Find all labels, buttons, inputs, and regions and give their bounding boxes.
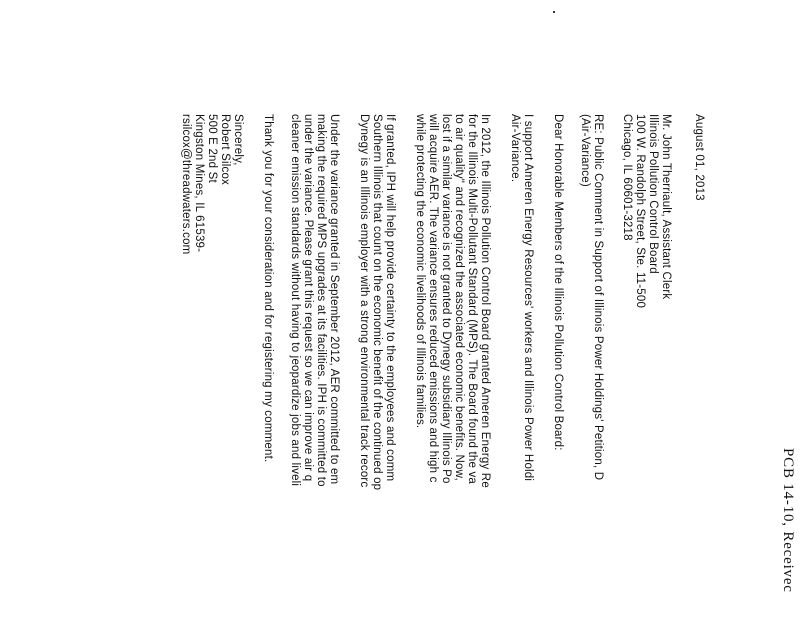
salutation: Dear Honorable Members of the Illinois Pollution Control Board: bbox=[552, 114, 564, 451]
recipient-line: 100 W. Randolph Street, Ste. 11-500 bbox=[634, 114, 646, 309]
paragraph-line: lost if a similar variance is not granted to Dynegy subsidiary Illinois Po bbox=[440, 114, 452, 484]
paragraph-line: while protecting the economic livelihoods of Illinois families. bbox=[414, 114, 426, 429]
re-line: (Air-Variance) bbox=[579, 114, 591, 187]
recipient-line: Illinois Pollution Control Board bbox=[647, 114, 659, 274]
paragraph-line: cleaner emission standards without having to jeopardize jobs and liveli bbox=[289, 114, 301, 487]
signature-line: Robert Silcox bbox=[219, 114, 231, 185]
signature-line: rsilcox@threadwaters.com bbox=[180, 114, 192, 255]
paragraph-line: making the required MPS upgrades at its facilities. IPH is committed to bbox=[315, 114, 327, 487]
recipient-line: Chicago, IL 60601-3218 bbox=[621, 114, 633, 241]
closing-line: Thank you for your consideration and for registering my comment. bbox=[262, 114, 274, 463]
signature-line: 500 E 2nd St bbox=[206, 114, 218, 183]
signature-line: Kingston Mines, IL 61539- bbox=[193, 114, 205, 253]
signoff: Sincerely, bbox=[232, 114, 244, 166]
paragraph-line: will acquire AER. The variance ensures reduced emissions and high c bbox=[427, 114, 439, 483]
letter-date: August 01, 2013 bbox=[693, 114, 705, 201]
paragraph-line: under the variance. Please grant this request so we can improve air q bbox=[302, 114, 314, 482]
recipient-line: Mr. John Therriault, Assistant Clerk bbox=[660, 114, 672, 300]
paragraph-line: If granted, IPH will help provide certainty to the employees and comm bbox=[384, 114, 396, 482]
paragraph-line: In 2012, the Illinois Pollution Control Board granted Ameren Energy Re bbox=[479, 114, 491, 488]
paragraph-line: to air quality" and recognized the associated economic benefits. Now, bbox=[453, 114, 465, 481]
paragraph-line: for the Illinois Multi-Pollutant Standard (MPS). The Board found the va bbox=[466, 114, 478, 485]
paragraph-line: I support Ameren Energy Resources' workers and Illinois Power Holdi bbox=[522, 114, 534, 482]
paragraph-line: Under the variance granted in September 2012, AER committed to em bbox=[328, 114, 340, 485]
docket-stamp: PCB 14-10, Receivec bbox=[780, 448, 796, 593]
paragraph-line: Air-Variance. bbox=[509, 114, 521, 183]
paragraph-line: Southern Illinois that count on the economic benefit of the continued op bbox=[371, 114, 383, 491]
paragraph-line: Dynegy is an Illinois employer with a strong environmental track recorc bbox=[358, 114, 370, 488]
re-line: RE: Public Comment in Support of Illinois Power Holdings' Petition, D bbox=[592, 114, 604, 481]
